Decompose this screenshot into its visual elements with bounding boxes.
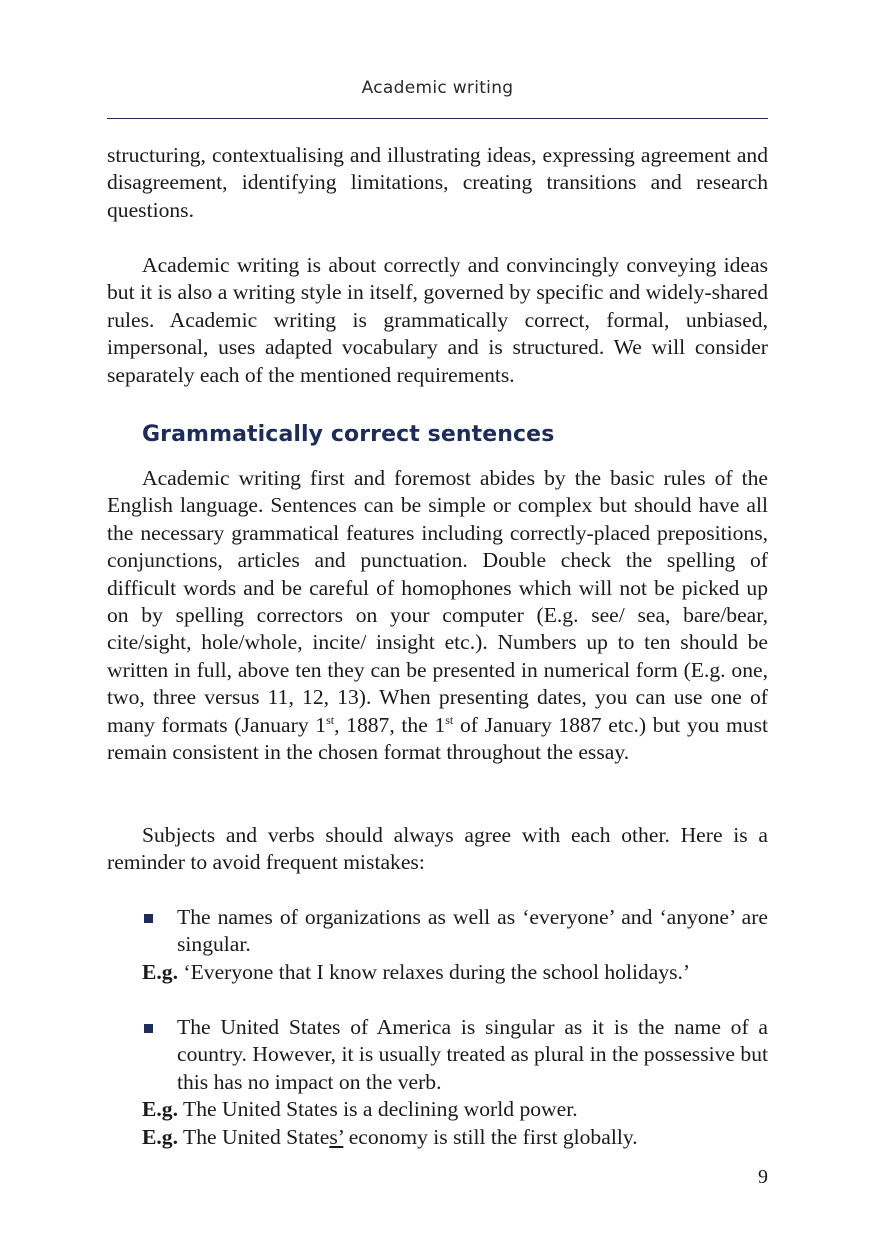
list-item-text: The names of organizations as well as ‘everyone’ and ‘anyone’ are singular. bbox=[177, 905, 768, 957]
paragraph-grammar-rules bbox=[107, 465, 768, 766]
list-item bbox=[142, 1014, 768, 1096]
superscript-st-1: st bbox=[326, 712, 335, 727]
header-rule bbox=[107, 118, 768, 119]
example-label: E.g. bbox=[142, 1125, 178, 1149]
grammar-text-1: Academic writing first and foremost abides by the basic rules of the English language. Sentences can be simple or complex but should have all the necessary grammatical features including correctly-placed prepositions, conjunctions, articles and punctuation. Double check the spelling of difficult words and be careful of homophones which will not be picked up on by spelling correctors on your computer (E.g. see/ sea, bare/bear, cite/sight, hole/whole, incite/ insight etc.). Numbers up to ten should be written in full, above ten they can be presented in numerical form (E.g. one, two, three versus 11, 12, 13). When presenting dates, you can use one of many formats (January 1 bbox=[107, 466, 768, 737]
grammar-text-2: , 1887, the 1 bbox=[334, 712, 446, 737]
example-text: ‘Everyone that I know relaxes during the school holidays.’ bbox=[178, 960, 691, 984]
example-line bbox=[142, 1096, 768, 1123]
grammar-text-3: of January 1887 etc.) but you must remain consistent in the chosen format throughout the essay. bbox=[107, 712, 769, 765]
superscript-st-2: st bbox=[445, 712, 454, 727]
example-text-after: economy is still the first globally. bbox=[343, 1125, 638, 1149]
example-label: E.g. bbox=[142, 1097, 178, 1121]
example-line bbox=[142, 959, 768, 986]
example-text-before: The United State bbox=[178, 1125, 330, 1149]
paragraph-academic-writing-intro: Academic writing is about correctly and convincingly conveying ideas but it is also a writing style in itself, governed by specific and widely-shared rules. Academic writing is grammatically correct, formal, unbiased, impersonal, uses adapted vocabulary and is structured. We will consider separately each of the mentioned requirements. bbox=[107, 253, 768, 387]
underlined-possessive: s’ bbox=[329, 1125, 344, 1149]
example-line bbox=[142, 1124, 768, 1151]
list-item-text: The United States of America is singular as it is the name of a country. However, it is usually treated as plural in the possessive but this has no impact on the verb. bbox=[177, 1015, 768, 1094]
section-heading: Grammatically correct sentences bbox=[142, 422, 555, 447]
page-number: 9 bbox=[758, 1166, 768, 1188]
square-bullet-icon bbox=[144, 914, 153, 923]
paragraph-subject-verb: Subjects and verbs should always agree with each other. Here is a reminder to avoid frequent mistakes: bbox=[107, 823, 768, 875]
list-item bbox=[142, 904, 768, 959]
paragraph-continuation: structuring, contextualising and illustrating ideas, expressing agreement and disagreement, identifying limitations, creating transitions and research questions. bbox=[107, 143, 768, 222]
running-header: Academic writing bbox=[361, 78, 514, 98]
square-bullet-icon bbox=[144, 1024, 153, 1033]
example-label: E.g. bbox=[142, 960, 178, 984]
example-text: The United States is a declining world power. bbox=[178, 1097, 578, 1121]
